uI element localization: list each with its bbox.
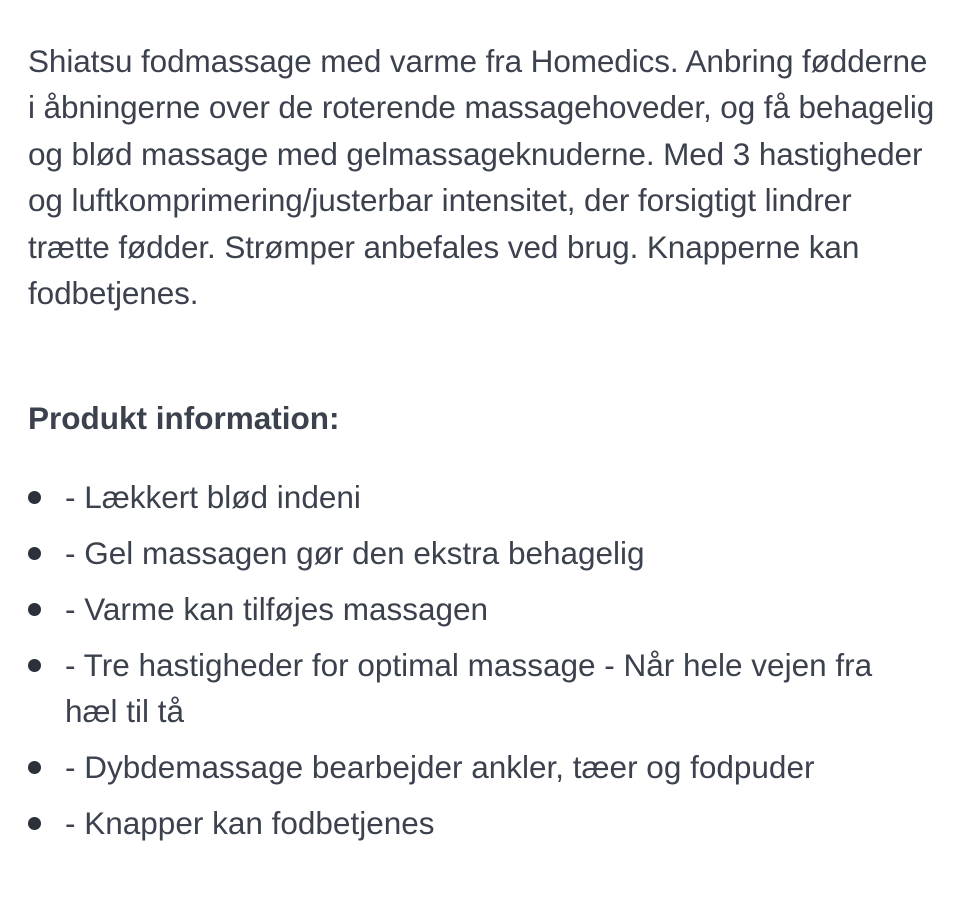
product-information-heading: Produkt information: [28, 400, 340, 436]
feature-text: - Tre hastigheder for optimal massage - Når hele vejen fra hæl til tå [65, 647, 873, 730]
bullet-icon [28, 817, 41, 830]
feature-item [28, 744, 908, 790]
feature-item [28, 530, 908, 576]
feature-text: - Dybdemassage bearbejder ankler, tæer og fodpuder [65, 749, 815, 785]
bullet-icon [28, 603, 41, 616]
bullet-icon [28, 491, 41, 504]
feature-item [28, 642, 908, 735]
feature-item [28, 474, 908, 520]
feature-text: - Lækkert blød indeni [65, 479, 361, 515]
bullet-icon [28, 659, 41, 672]
bullet-icon [28, 547, 41, 560]
feature-text: - Knapper kan fodbetjenes [65, 805, 435, 841]
feature-text: - Gel massagen gør den ekstra behagelig [65, 535, 645, 571]
product-description: Shiatsu fodmassage med varme fra Homedics. Anbring fødderne i åbningerne over de roterende massagehoveder, og få behagelig og blød massage med gelmassageknuderne. Med 3 hastigheder og luftkomprimering/justerbar intensitet, der forsigtigt lindrer trætte fødder. Strømper anbefales ved brug. Knapperne kan fodbetjenes. [28, 43, 935, 312]
feature-item [28, 800, 908, 846]
feature-item [28, 586, 908, 632]
bullet-icon [28, 761, 41, 774]
feature-text: - Varme kan tilføjes massagen [65, 591, 489, 627]
